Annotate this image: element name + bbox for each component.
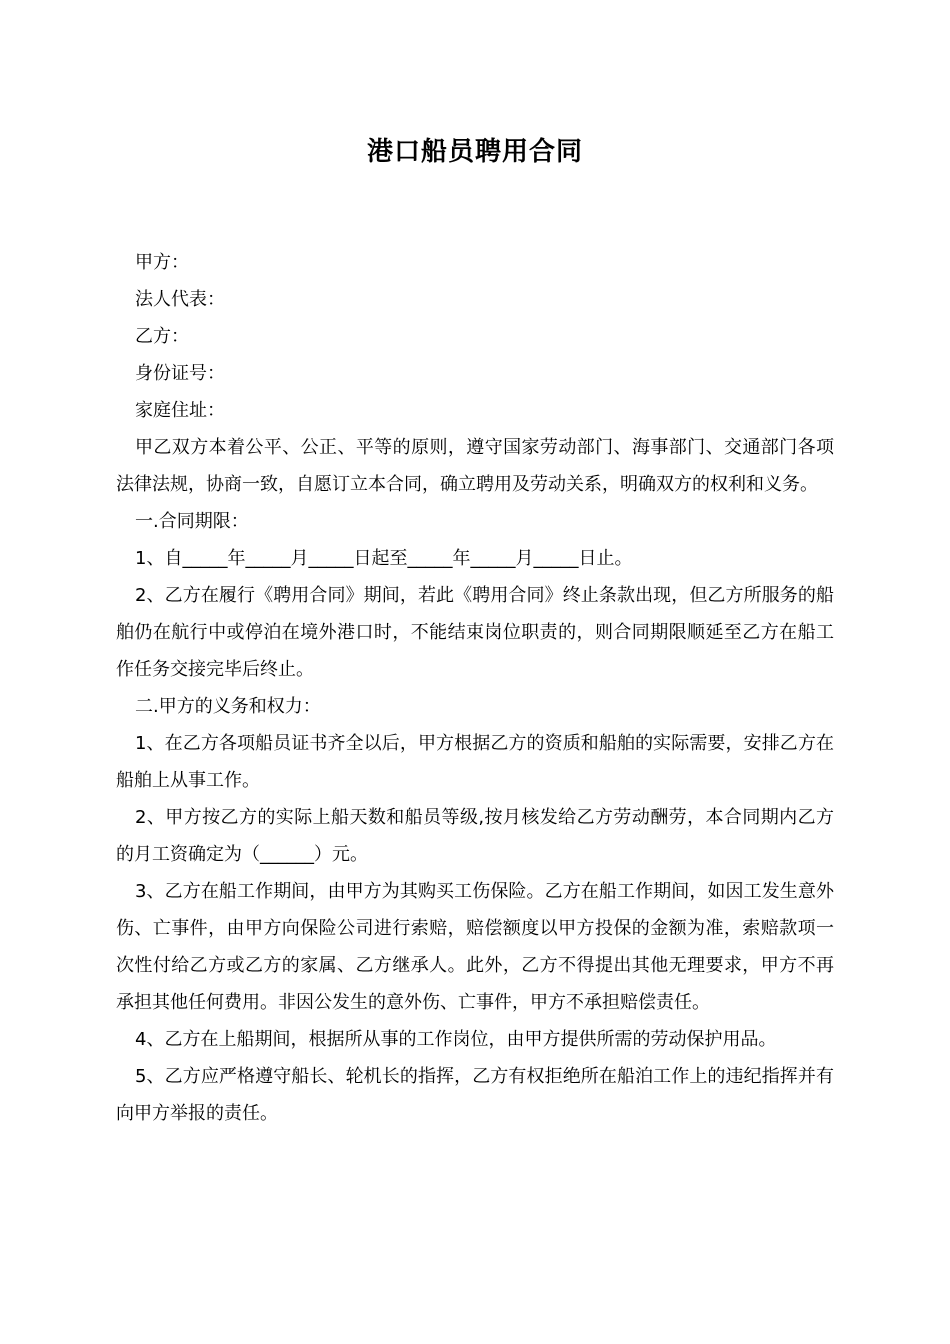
intro-paragraph: 甲乙双方本着公平、公正、平等的原则，遵守国家劳动部门、海事部门、交通部门各项法律法规，协商一致，自愿订立本合同，确立聘用及劳动关系，明确双方的权利和义务。	[116, 437, 834, 495]
party-a-field: 甲方：	[135, 252, 189, 273]
section2-item-4: 4、乙方在上船期间，根据所从事的工作岗位，由甲方提供所需的劳动保护用品。	[135, 1029, 777, 1050]
section-heading-term: 一.合同期限：	[135, 511, 249, 532]
section2-item-3: 3、乙方在船工作期间，由甲方为其购买工伤保险。乙方在船工作期间，如因工发生意外伤、亡事件，由甲方向保险公司进行索赔，赔偿额度以甲方投保的金额为准，索赔款项一次性付给乙方或乙方的家属、乙方继承人。此外，乙方不得提出其他无理要求，甲方不再承担其他任何费用。非因公发生的意外伤、亡事件，甲方不承担赔偿责任。	[116, 881, 834, 1013]
section2-item-2: 2、甲方按乙方的实际上船天数和船员等级,按月核发给乙方劳动酬劳，本合同期内乙方的月工资确定为（______）元。	[116, 807, 834, 865]
section1-item-1: 1、自_____年_____月_____日起至_____年_____月_____日止。	[135, 548, 633, 569]
document-body	[116, 244, 834, 1132]
section2-item-1: 1、在乙方各项船员证书齐全以后，甲方根据乙方的资质和船舶的实际需要，安排乙方在船舶上从事工作。	[116, 733, 834, 791]
party-b-field: 乙方：	[135, 326, 189, 347]
section2-item-5: 5、乙方应严格遵守船长、轮机长的指挥，乙方有权拒绝所在船泊工作上的违纪指挥并有向甲方举报的责任。	[116, 1066, 834, 1124]
home-address-field: 家庭住址：	[135, 400, 225, 421]
section-heading-party-a-duties: 二.甲方的义务和权力：	[135, 696, 321, 717]
legal-representative-field: 法人代表：	[135, 289, 225, 310]
id-number-field: 身份证号：	[135, 363, 225, 384]
section1-item-2: 2、乙方在履行《聘用合同》期间，若此《聘用合同》终止条款出现，但乙方所服务的船舶仍在航行中或停泊在境外港口时，不能结束岗位职责的，则合同期限顺延至乙方在船工作任务交接完毕后终止。	[116, 585, 834, 680]
document-title: 港口船员聘用合同	[366, 137, 583, 167]
